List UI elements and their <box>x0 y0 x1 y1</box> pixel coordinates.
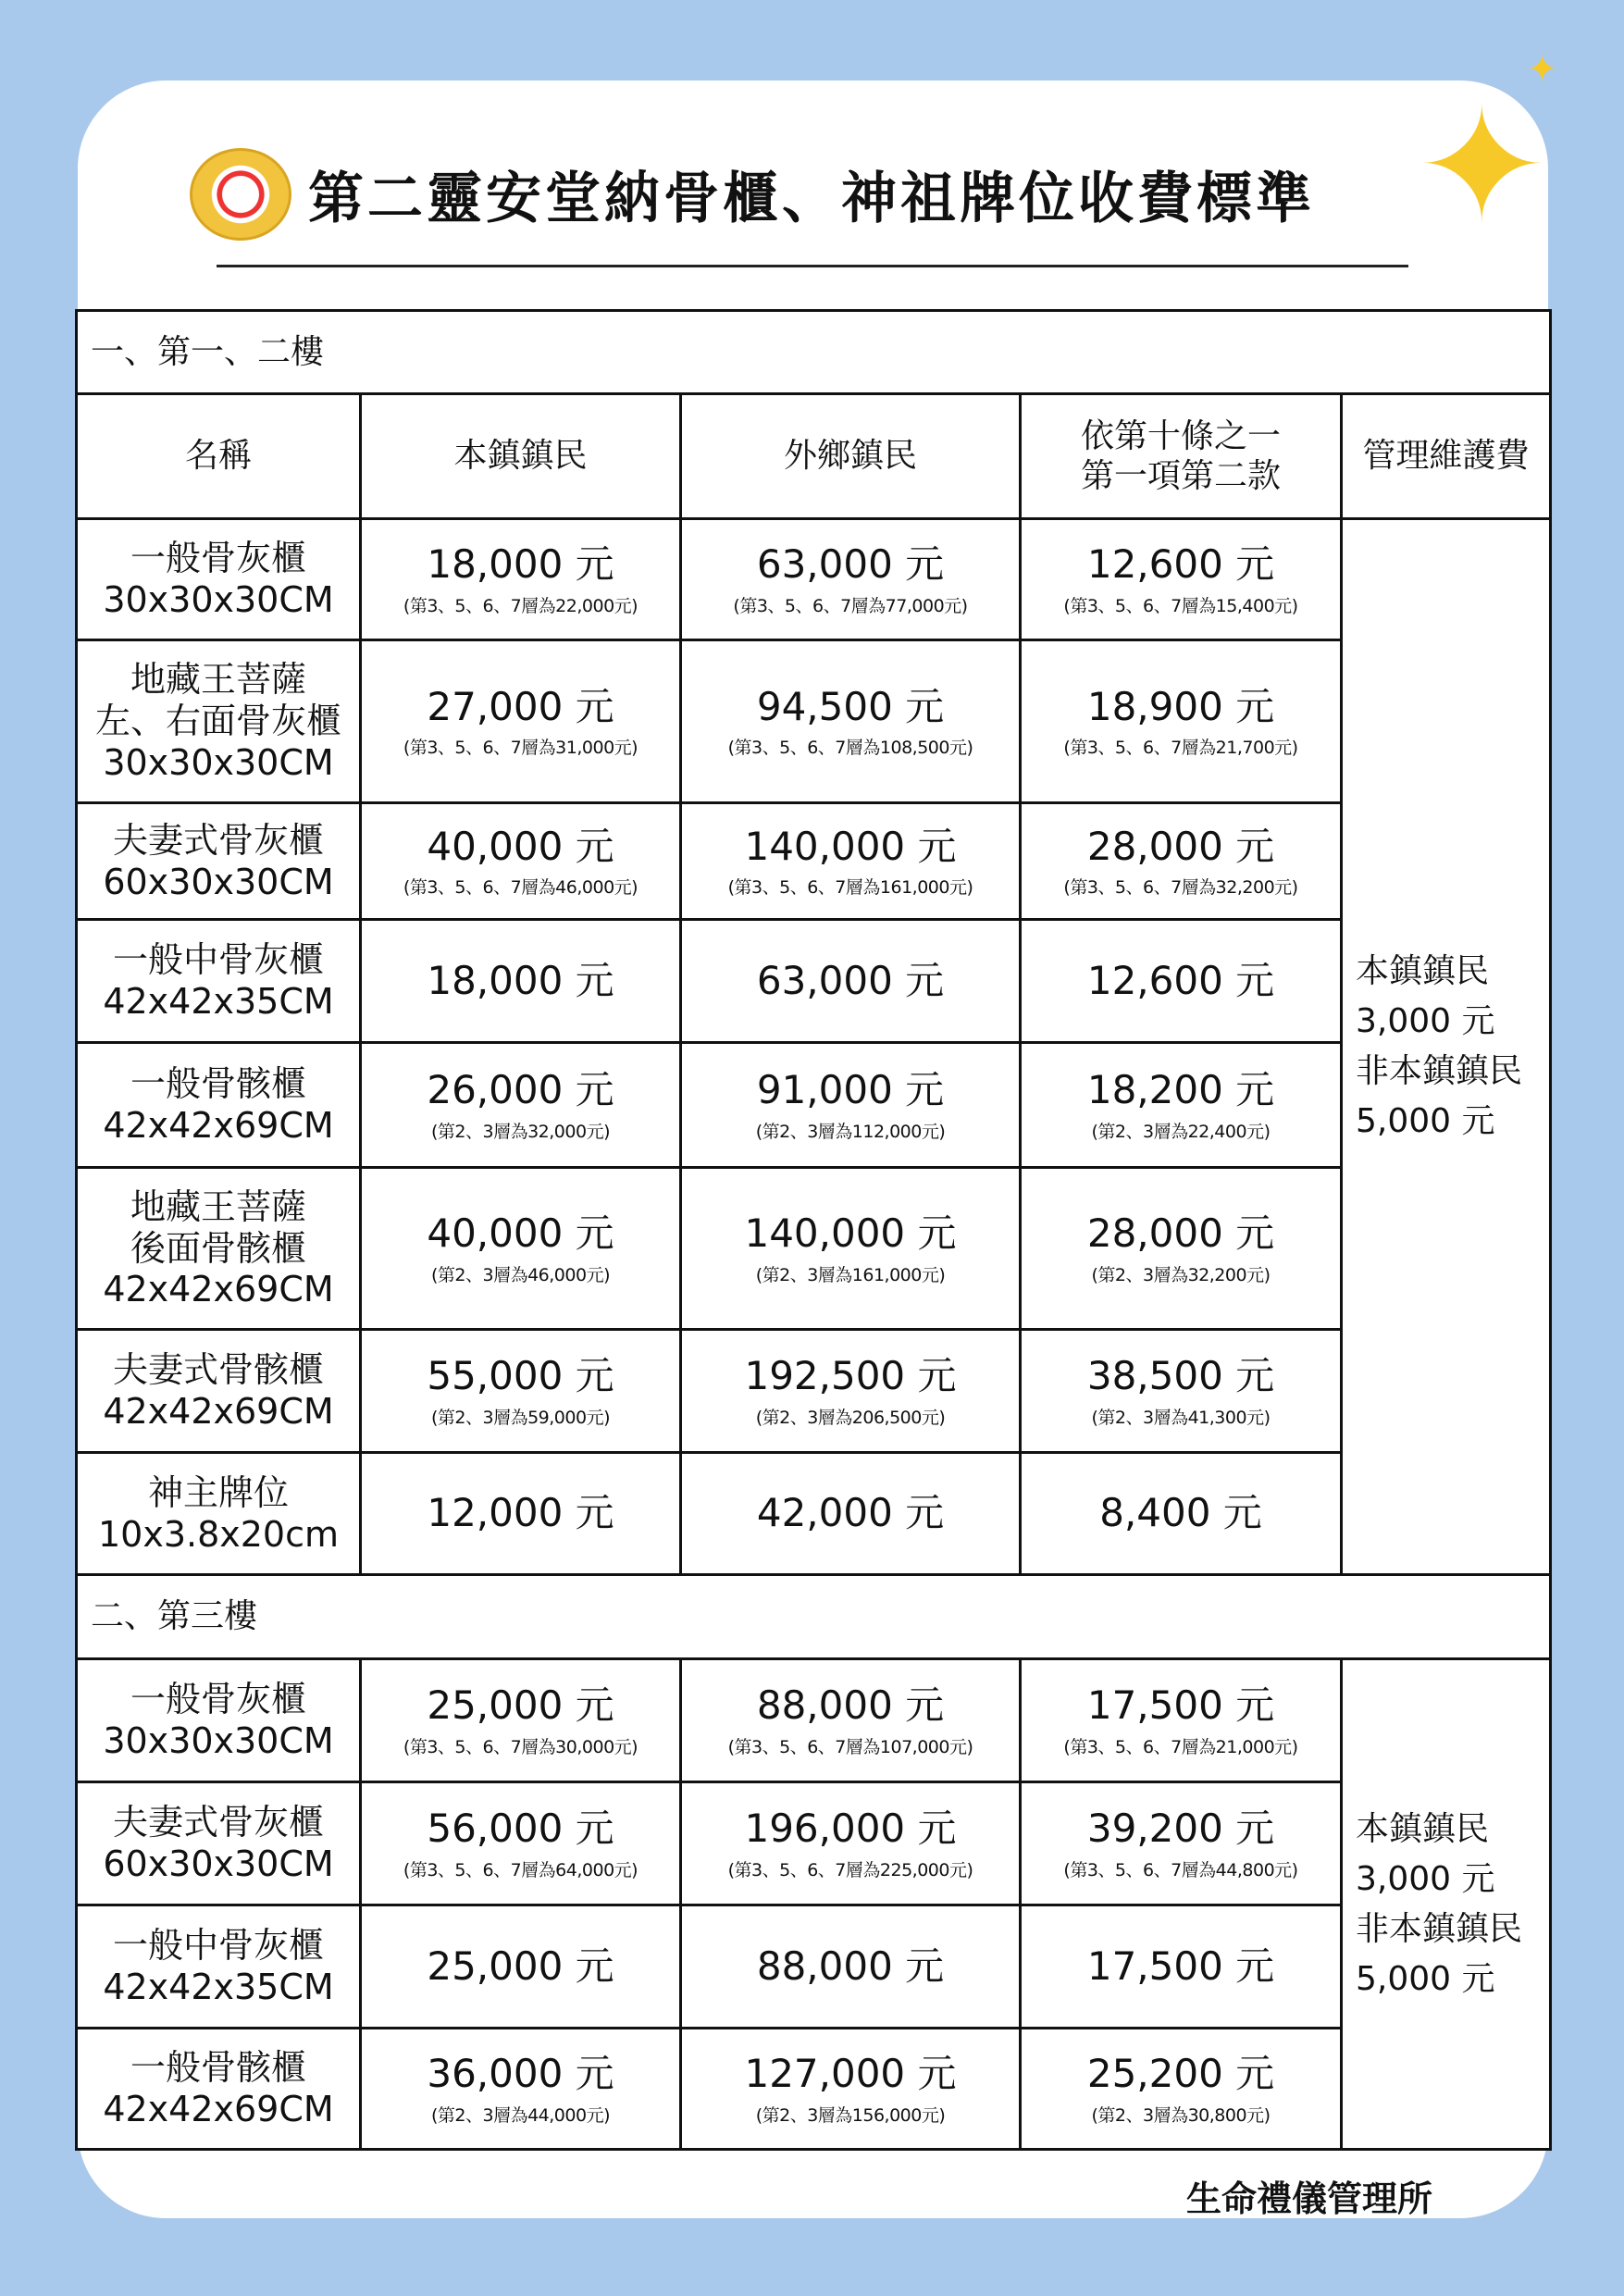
price: 40,000 元 <box>427 1210 614 1257</box>
table-row <box>77 1453 1551 1575</box>
price-note: (第2、3層為30,800元) <box>1091 2104 1271 2126</box>
price-note: (第2、3層為32,000元) <box>431 1121 610 1142</box>
price-note: (第3、5、6、7層為15,400元) <box>1063 595 1298 616</box>
price: 140,000 元 <box>744 823 957 869</box>
price-cell <box>361 1453 681 1575</box>
price-cell <box>681 1168 1021 1330</box>
item-name-line: 地藏王菩薩 <box>130 659 306 701</box>
price-note: (第3、5、6、7層為21,000元) <box>1063 1736 1298 1757</box>
price-note: (第3、5、6、7層為21,700元) <box>1063 738 1298 759</box>
price-note: (第2、3層為112,000元) <box>755 1121 946 1142</box>
price: 40,000 元 <box>427 823 614 869</box>
price-cell <box>681 1330 1021 1453</box>
price-cell <box>1021 640 1342 803</box>
price: 88,000 元 <box>756 1942 945 1989</box>
price: 17,500 元 <box>1086 1942 1275 1989</box>
price: 8,400 元 <box>1099 1490 1262 1536</box>
price-note: (第2、3層為32,200元) <box>1091 1264 1271 1285</box>
price-note: (第3、5、6、7層為225,000元) <box>727 1859 973 1880</box>
fee-line: 3,000 元 <box>1356 1859 1495 1898</box>
item-name-line: 後面骨骸櫃 <box>130 1227 306 1269</box>
price-cell <box>361 1659 681 1782</box>
table-row <box>77 1905 1551 2029</box>
price-cell <box>1021 1453 1342 1575</box>
price-note: (第3、5、6、7層為22,000元) <box>403 595 638 616</box>
price: 12,000 元 <box>427 1490 614 1536</box>
price: 18,000 元 <box>427 957 614 1003</box>
price-cell <box>361 1330 681 1453</box>
item-name-line: 地藏王菩薩 <box>130 1185 306 1227</box>
price-note: (第2、3層為161,000元) <box>755 1264 946 1285</box>
price-cell <box>1021 1905 1342 2029</box>
price-cell <box>1021 1330 1342 1453</box>
price-note: (第2、3層為41,300元) <box>1091 1407 1271 1428</box>
price: 25,200 元 <box>1086 2051 1275 2097</box>
table-row <box>77 519 1551 640</box>
item-name-line: 30x30x30CM <box>103 579 334 620</box>
price: 18,000 元 <box>427 541 614 588</box>
price: 196,000 元 <box>744 1806 957 1852</box>
footer-org: 生命禮儀管理所 <box>1186 2178 1433 2219</box>
header-text: 管理維護費 <box>1362 437 1530 476</box>
price: 17,500 元 <box>1086 1682 1275 1729</box>
section-label: 二、第三樓 <box>77 1575 1551 1659</box>
fee-line: 非本鎮鎮民 <box>1356 1909 1523 1948</box>
fee-line: 3,000 元 <box>1356 1002 1495 1040</box>
table-row <box>77 2029 1551 2150</box>
table-row <box>77 803 1551 920</box>
fee-line: 本鎮鎮民 <box>1356 952 1490 990</box>
price-cell <box>361 920 681 1043</box>
price-cell <box>1021 1782 1342 1905</box>
table-row <box>77 1168 1551 1330</box>
price-note: (第2、3層為44,000元) <box>431 2104 610 2126</box>
item-name-line: 42x42x35CM <box>103 981 334 1022</box>
price: 26,000 元 <box>427 1067 614 1113</box>
price: 25,000 元 <box>427 1942 614 1989</box>
item-name <box>77 1453 361 1575</box>
price-note: (第3、5、6、7層為44,800元) <box>1063 1859 1298 1880</box>
item-name-line: 一般中骨灰櫃 <box>112 939 324 981</box>
item-name <box>77 1043 361 1168</box>
price: 18,900 元 <box>1086 683 1275 729</box>
price: 88,000 元 <box>756 1682 945 1729</box>
price: 63,000 元 <box>756 957 945 1003</box>
price-note: (第3、5、6、7層為107,000元) <box>727 1736 973 1757</box>
price-cell <box>681 1453 1021 1575</box>
column-header <box>77 394 361 519</box>
item-name-line: 42x42x69CM <box>103 1269 334 1310</box>
price-cell <box>1021 1659 1342 1782</box>
item-name-line: 42x42x69CM <box>103 1105 334 1146</box>
small-star-icon: ✦ <box>1527 48 1558 91</box>
price: 94,500 元 <box>756 683 945 729</box>
price-note: (第3、5、6、7層為31,000元) <box>403 738 638 759</box>
price-cell <box>361 519 681 640</box>
price: 127,000 元 <box>744 2051 957 2097</box>
price: 42,000 元 <box>756 1490 945 1536</box>
item-name <box>77 1905 361 2029</box>
price: 55,000 元 <box>427 1353 614 1399</box>
maintenance-fee <box>1342 1659 1551 2150</box>
price-cell <box>681 2029 1021 2150</box>
item-name-line: 一般中骨灰櫃 <box>112 1925 324 1967</box>
price-note: (第2、3層為206,500元) <box>755 1407 946 1428</box>
section-row <box>77 1575 1551 1659</box>
item-name-line: 30x30x30CM <box>103 741 334 783</box>
item-name-line: 一般骨骸櫃 <box>130 1063 306 1105</box>
star-icon: ✦ <box>1416 75 1548 258</box>
price-cell <box>681 920 1021 1043</box>
table-row <box>77 1659 1551 1782</box>
item-name-line: 神主牌位 <box>147 1471 289 1513</box>
item-name-line: 左、右面骨灰櫃 <box>94 701 341 742</box>
price-note: (第2、3層為59,000元) <box>431 1407 610 1428</box>
table-row <box>77 1782 1551 1905</box>
item-name-line: 一般骨骸櫃 <box>130 2047 306 2089</box>
price: 12,600 元 <box>1086 957 1275 1003</box>
fee-line: 非本鎮鎮民 <box>1356 1052 1523 1090</box>
price: 39,200 元 <box>1086 1806 1275 1852</box>
title-divider <box>217 265 1408 267</box>
price: 27,000 元 <box>427 683 614 729</box>
item-name-line: 一般骨灰櫃 <box>130 538 306 579</box>
price: 12,600 元 <box>1086 541 1275 588</box>
item-name <box>77 1659 361 1782</box>
fee-table <box>75 309 1552 2151</box>
header-row <box>77 394 1551 519</box>
price-cell <box>1021 1168 1342 1330</box>
price-cell <box>361 1782 681 1905</box>
price-cell <box>361 803 681 920</box>
price-cell <box>361 2029 681 2150</box>
price-cell <box>1021 803 1342 920</box>
header <box>190 148 1315 241</box>
item-name-line: 夫妻式骨灰櫃 <box>112 1802 324 1843</box>
price-cell <box>1021 920 1342 1043</box>
price-cell <box>681 519 1021 640</box>
logo-emblem <box>190 148 291 241</box>
price: 18,200 元 <box>1086 1067 1275 1113</box>
item-name <box>77 640 361 803</box>
item-name-line: 一般骨灰櫃 <box>130 1679 306 1720</box>
price: 56,000 元 <box>427 1806 614 1852</box>
price-note: (第3、5、6、7層為77,000元) <box>733 595 968 616</box>
price: 28,000 元 <box>1086 1210 1275 1257</box>
item-name-line: 60x30x30CM <box>103 1843 334 1884</box>
item-name-line: 60x30x30CM <box>103 861 334 902</box>
item-name <box>77 519 361 640</box>
column-header <box>681 394 1021 519</box>
column-header <box>1021 394 1342 519</box>
header-text: 本鎮鎮民 <box>453 437 588 476</box>
item-name <box>77 803 361 920</box>
column-header <box>1342 394 1551 519</box>
price-note: (第3、5、6、7層為32,200元) <box>1063 877 1298 899</box>
maintenance-fee <box>1342 519 1551 1575</box>
price-cell <box>1021 1043 1342 1168</box>
page-title: 第二靈安堂納骨櫃、神祖牌位收費標準 <box>308 167 1315 231</box>
header-text: 名稱 <box>184 437 252 476</box>
item-name <box>77 2029 361 2150</box>
price: 36,000 元 <box>427 2051 614 2097</box>
table-row <box>77 1043 1551 1168</box>
item-name <box>77 1782 361 1905</box>
item-name <box>77 920 361 1043</box>
price-cell <box>361 1168 681 1330</box>
price: 192,500 元 <box>744 1353 957 1399</box>
price-cell <box>361 640 681 803</box>
price-cell <box>681 1043 1021 1168</box>
fee-line: 5,000 元 <box>1356 1959 1495 1998</box>
price-note: (第3、5、6、7層為46,000元) <box>403 877 638 899</box>
price: 63,000 元 <box>756 541 945 588</box>
table-row <box>77 920 1551 1043</box>
header-text: 依第十條之一 <box>1080 416 1281 455</box>
item-name-line: 30x30x30CM <box>103 1720 334 1761</box>
header-text: 第一項第二款 <box>1080 457 1281 495</box>
price: 91,000 元 <box>756 1067 945 1113</box>
price-note: (第2、3層為46,000元) <box>431 1264 610 1285</box>
item-name-line: 42x42x69CM <box>103 2089 334 2129</box>
price-cell <box>681 1905 1021 2029</box>
price-note: (第3、5、6、7層為161,000元) <box>727 877 973 899</box>
price: 28,000 元 <box>1086 823 1275 869</box>
table-row <box>77 1330 1551 1453</box>
price-cell <box>1021 519 1342 640</box>
price-note: (第2、3層為156,000元) <box>755 2104 946 2126</box>
section-label: 一、第一、二樓 <box>77 311 1551 394</box>
price: 38,500 元 <box>1086 1353 1275 1399</box>
fee-line: 本鎮鎮民 <box>1356 1809 1490 1848</box>
item-name <box>77 1168 361 1330</box>
price-note: (第3、5、6、7層為30,000元) <box>403 1736 638 1757</box>
price-cell <box>681 1659 1021 1782</box>
item-name-line: 夫妻式骨骸櫃 <box>112 1349 324 1391</box>
price-cell <box>361 1043 681 1168</box>
price-cell <box>681 640 1021 803</box>
fee-line: 5,000 元 <box>1356 1102 1495 1140</box>
item-name-line: 42x42x69CM <box>103 1391 334 1432</box>
section-row <box>77 311 1551 394</box>
price-cell <box>361 1905 681 2029</box>
price-note: (第2、3層為22,400元) <box>1091 1121 1271 1142</box>
price-cell <box>1021 2029 1342 2150</box>
item-name-line: 夫妻式骨灰櫃 <box>112 819 324 861</box>
item-name-line: 10x3.8x20cm <box>97 1513 340 1555</box>
price-note: (第3、5、6、7層為108,500元) <box>727 738 973 759</box>
price: 25,000 元 <box>427 1682 614 1729</box>
column-header <box>361 394 681 519</box>
item-name-line: 42x42x35CM <box>103 1967 334 2007</box>
price-note: (第3、5、6、7層為64,000元) <box>403 1859 638 1880</box>
header-text: 外鄉鎮民 <box>783 437 917 476</box>
price-cell <box>681 803 1021 920</box>
item-name <box>77 1330 361 1453</box>
table-row <box>77 640 1551 803</box>
price-cell <box>681 1782 1021 1905</box>
price: 140,000 元 <box>744 1210 957 1257</box>
